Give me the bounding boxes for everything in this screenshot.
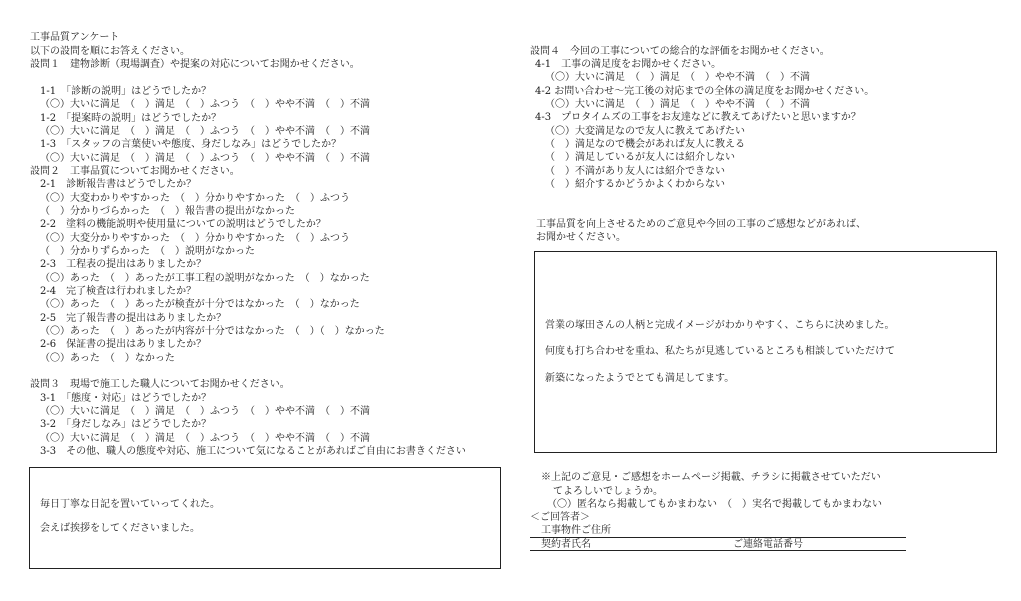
phone-number-label: ご連絡電話番号 [733,539,803,550]
consent-question-line-2: てよろしいでしょうか。 [553,486,663,497]
craftsman-comment-box [29,467,501,569]
answer-2-3: （〇）あった （ ）あったが工事工程の説明がなかった （ ）なかった [40,273,370,284]
feedback-prompt-line-1: 工事品質を向上させるためのご意見や今回の工事のご感想などがあれば、 [536,219,866,230]
answer-4-2: （〇）大いに満足 （ ）満足 （ ）やや不満 （ ）不満 [545,99,810,110]
answer-2-2b: （ ）分かりずらかった （ ）説明がなかった [40,246,255,257]
question-1-3: 1-3 「スタッフの言葉使いや態度、身だしなみ」はどうでしたか？ [40,139,342,150]
question-2-2: 2-2 塗料の機能説明や使用量についての説明はどうでしたか？ [40,219,326,230]
section-1-heading: 設問１ 建物診断（現場調査）や提案の対応についてお聞かせください。 [30,59,360,70]
question-1-1: 1-1 「診断の説明」はどうでしたか？ [40,86,212,97]
question-2-4: 2-4 完了検査は行われましたか？ [40,286,197,297]
answer-2-6: （〇）あった （ ）なかった [40,353,175,364]
question-2-6: 2-6 保証書の提出はありましたか？ [40,339,207,350]
feedback-comment-line-2: 何度も打ち合わせを重ね、私たちが見逃しているところも相談していただけて [545,346,895,357]
answer-3-2: （〇）大いに満足 （ ）満足 （ ）ふつう （ ）やや不満 （ ）不満 [40,433,370,444]
question-4-2: 4-2 お問い合わせ〜完工後の対応までの全体の満足度をお聞かせください。 [535,86,875,97]
feedback-comment-line-3: 新築になったようでとても満足してます。 [545,373,735,384]
answer-4-1: （〇）大いに満足 （ ）満足 （ ）やや不満 （ ）不満 [545,72,810,83]
question-3-2: 3-2 「身だしなみ」はどうでしたか？ [40,419,212,430]
consent-question-line-1: ※上記のご意見・ご感想をホームページ掲載、チラシに掲載させていただい [541,472,881,483]
question-1-2: 1-2 「提案時の説明」はどうでしたか？ [40,113,222,124]
question-3-3: 3-3 その他、職人の態度や対応、施工について気になることがあればご自由にお書きください [40,446,466,457]
question-2-1: 2-1 診断報告書はどうでしたか？ [40,179,197,190]
answer-4-3-option-1: （〇）大変満足なので友人に教えてあげたい [545,126,745,137]
answer-1-3: （〇）大いに満足 （ ）満足 （ ）ふつう （ ）やや不満 （ ）不満 [40,153,370,164]
craftsman-comment-line-1: 毎日丁寧な日記を置いていってくれた。 [40,499,220,510]
answer-1-1: （〇）大いに満足 （ ）満足 （ ）ふつう （ ）やや不満 （ ）不満 [40,99,370,110]
answer-4-3-option-4: （ ）不満があり友人には紹介できない [545,166,725,177]
answer-2-1a: （〇）大変わかりやすかった （ ）分かりやすかった （ ）ふつう [40,193,350,204]
survey-title: 工事品質アンケート [30,32,120,43]
section-4-heading: 設問４ 今回の工事についての総合的な評価をお聞かせください。 [530,46,830,57]
section-2-heading: 設問２ 工事品質についてお聞かせください。 [30,166,240,177]
feedback-comment-box [534,251,997,453]
question-3-1: 3-1 「態度・対応」はどうでしたか？ [40,393,212,404]
answer-4-3-option-2: （ ）満足なので機会があれば友人に教える [545,139,745,150]
answer-2-4: （〇）あった （ ）あったが検査が十分ではなかった （ ）なかった [40,299,360,310]
question-2-3: 2-3 工程表の提出はありましたか？ [40,259,207,270]
answer-2-1b: （ ）分かりづらかった （ ）報告書の提出がなかった [40,206,295,217]
feedback-prompt-line-2: お聞かせください。 [536,232,626,243]
consent-answer: （〇）匿名なら掲載してもかまわない （ ）実名で掲載してもかまわない [547,499,882,510]
answer-1-2: （〇）大いに満足 （ ）満足 （ ）ふつう （ ）やや不満 （ ）不満 [40,126,370,137]
question-4-1: 4-1 工事の満足度をお聞かせください。 [535,59,722,70]
answer-2-5: （〇）あった （ ）あったが内容が十分ではなかった （ ）（ ）なかった [40,326,385,337]
section-3-heading: 設問３ 現場で施工した職人についてお聞かせください。 [30,379,290,390]
instruction-text: 以下の設問を順にお答えください。 [30,46,190,57]
answer-2-2a: （〇）大変分かりやすかった （ ）分かりやすかった （ ）ふつう [40,233,350,244]
name-underline [530,550,906,551]
respondent-heading: ＜ご回答者＞ [530,512,590,523]
answer-4-3-option-5: （ ）紹介するかどうかよくわからない [545,179,725,190]
question-4-3: 4-3 プロタイムズの工事をお友達などに教えてあげたいと思いますか？ [535,112,861,123]
craftsman-comment-line-2: 会えば挨拶をしてくださいました。 [40,523,200,534]
question-2-5: 2-5 完了報告書の提出はありましたか？ [40,313,227,324]
answer-3-1: （〇）大いに満足 （ ）満足 （ ）ふつう （ ）やや不満 （ ）不満 [40,406,370,417]
feedback-comment-line-1: 営業の塚田さんの人柄と完成イメージがわかりやすく、こちらに決めました。 [545,320,895,331]
answer-4-3-option-3: （ ）満足しているが友人には紹介しない [545,152,735,163]
property-address-label: 工事物件ご住所 [541,525,611,536]
contract-name-label: 契約者氏名 [541,539,591,550]
